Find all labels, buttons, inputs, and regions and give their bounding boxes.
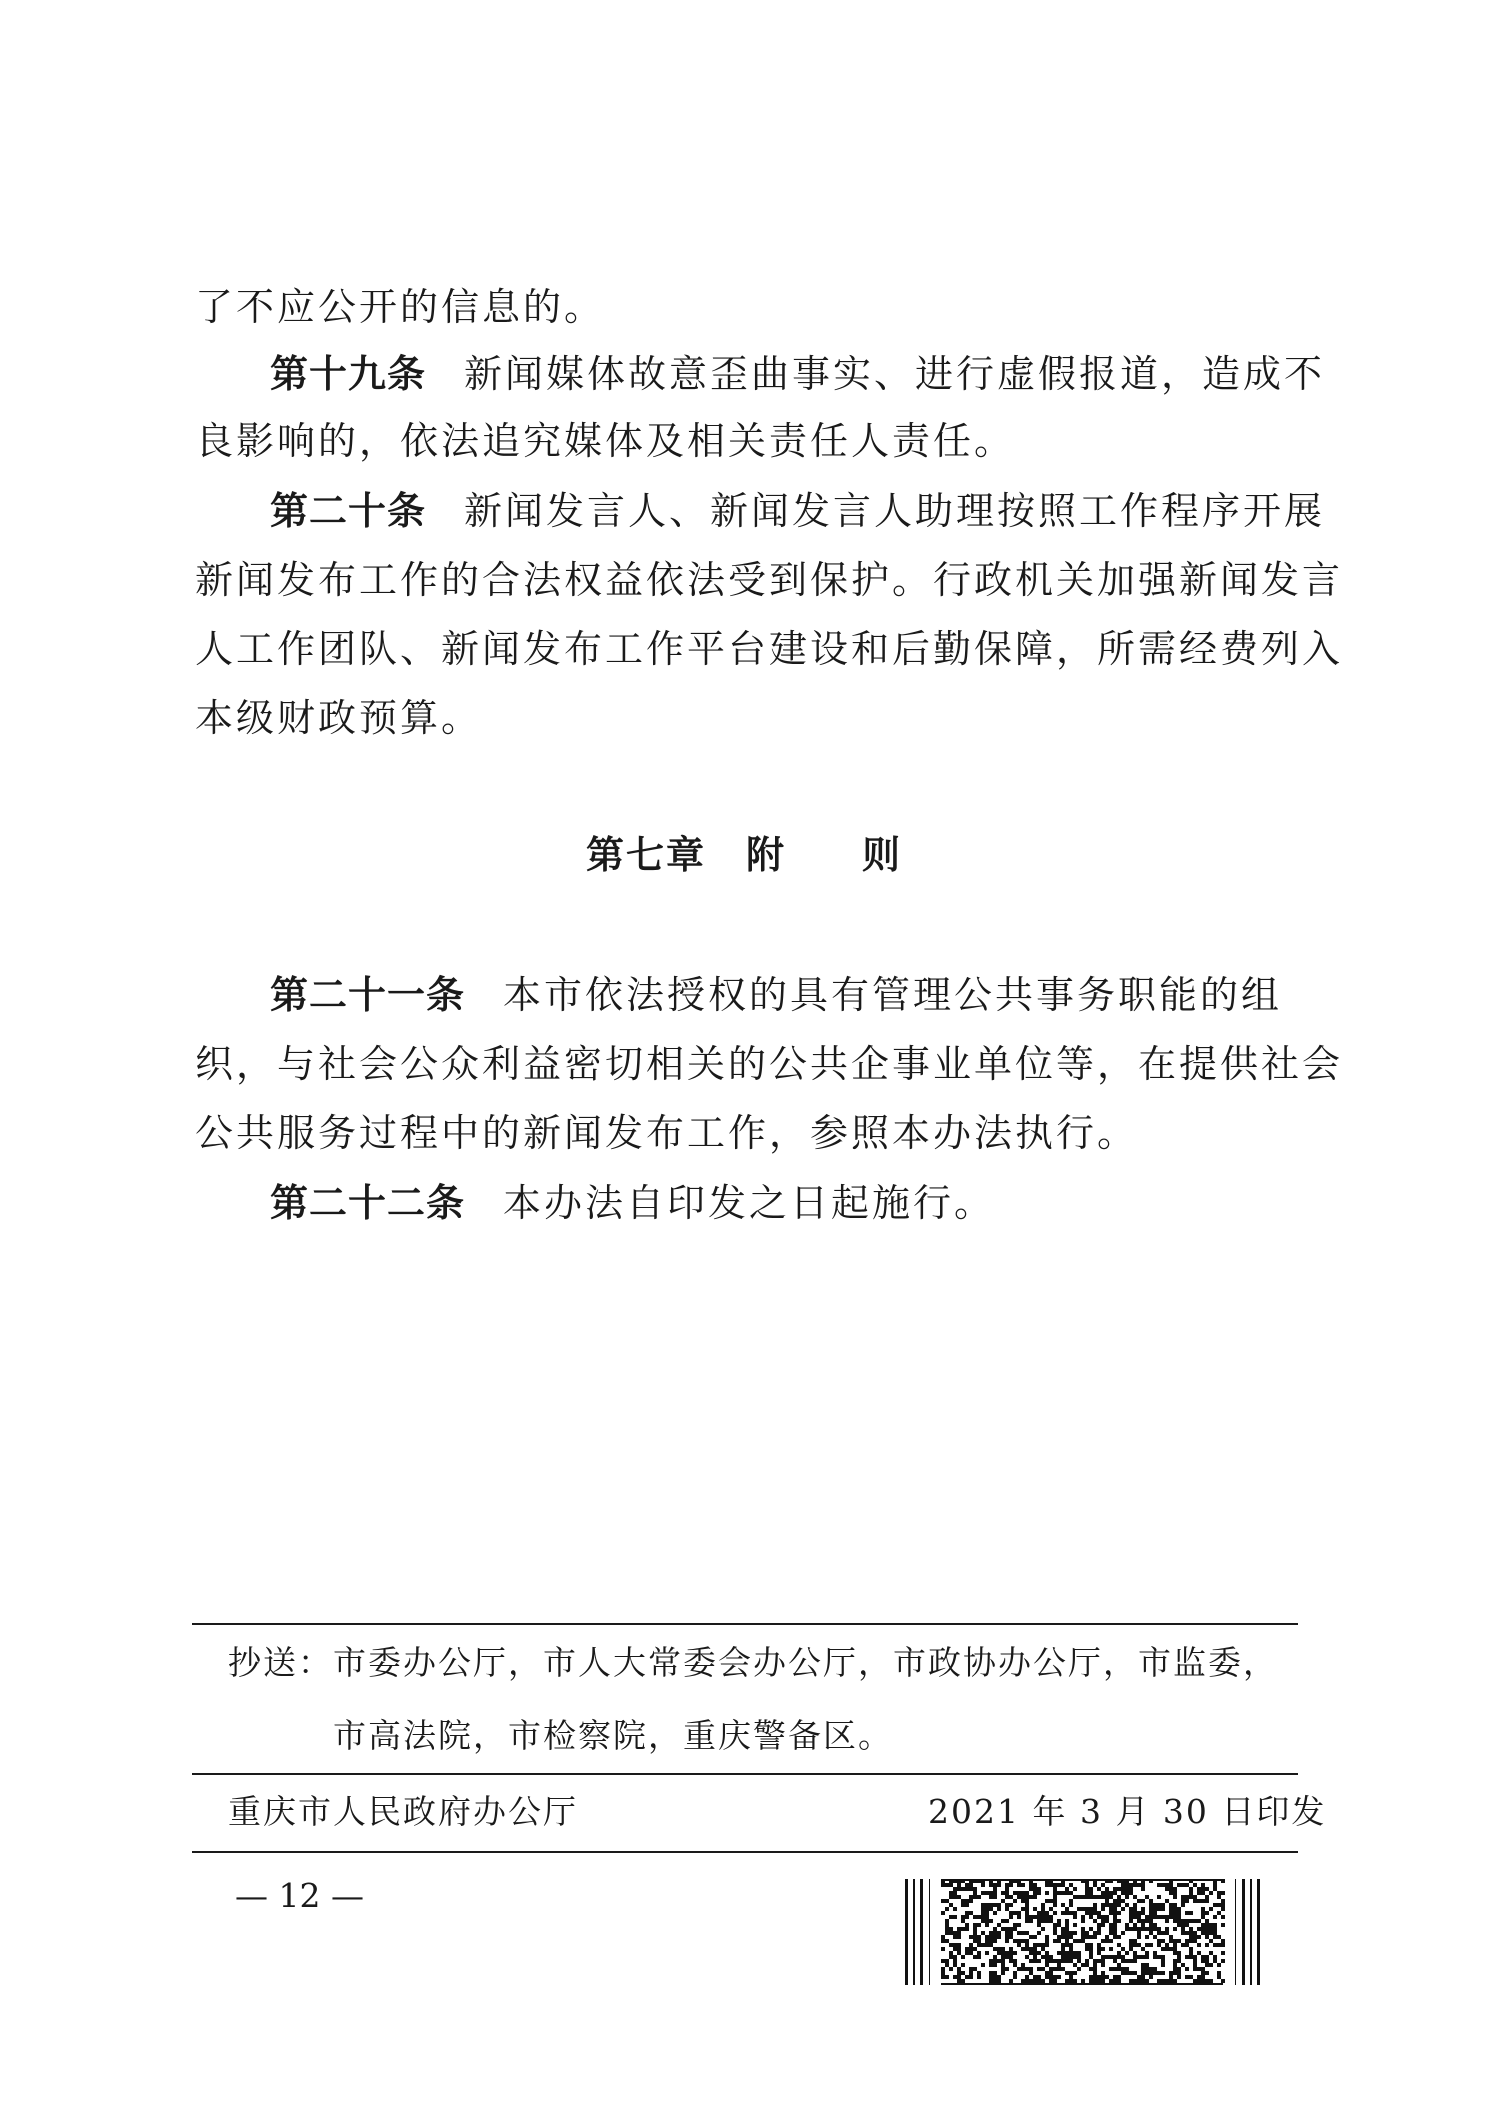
footer-bottom-rule: [192, 1851, 1298, 1853]
article-text: 新闻发布工作的合法权益依法受到保护。行政机关加强新闻发言: [195, 558, 1344, 602]
text-line: [195, 626, 1344, 672]
text-line: [195, 557, 1344, 603]
article-label: 第二十二条: [270, 1181, 466, 1225]
article-21: [270, 972, 1297, 1018]
issuer: 重庆市人民政府办公厅: [228, 1792, 578, 1831]
article-label: 第二十一条: [270, 973, 466, 1017]
footer-middle-rule: [192, 1773, 1298, 1775]
issue-date: 2021 年 3 月 30 日印发: [928, 1792, 1327, 1831]
text-line: [195, 695, 1297, 741]
continuation-text: 了不应公开的信息的。: [195, 285, 606, 329]
article-19: [270, 351, 1326, 397]
chapter-heading: [0, 832, 1488, 878]
article-text: 新闻发言人、新闻发言人助理按照工作程序开展: [464, 489, 1326, 533]
cc-line: 市高法院，市检察院，重庆警备区。: [333, 1716, 893, 1755]
article-text: 公共服务过程中的新闻发布工作，参照本办法执行。: [195, 1111, 1139, 1155]
article-22: [270, 1180, 1297, 1226]
barcode-icon: [905, 1879, 1260, 1985]
article-20: [270, 488, 1326, 534]
text-line: [195, 284, 1297, 330]
chapter-number: 第七章: [585, 833, 706, 877]
page-number: — 12 —: [235, 1876, 364, 1915]
article-text: 本市依法授权的具有管理公共事务职能的组: [503, 973, 1283, 1017]
article-text: 本办法自印发之日起施行。: [503, 1181, 996, 1225]
article-label: 第二十条: [270, 489, 427, 533]
article-text: 本级财政预算。: [195, 696, 483, 740]
article-text: 人工作团队、新闻发布工作平台建设和后勤保障，所需经费列入: [195, 627, 1344, 671]
chapter-title-char: 则: [862, 833, 903, 877]
footer-top-rule: [192, 1623, 1298, 1625]
article-text: 良影响的，依法追究媒体及相关责任人责任。: [195, 419, 1016, 463]
text-line: [195, 1110, 1297, 1156]
article-text: 新闻媒体故意歪曲事实、进行虚假报道，造成不: [464, 352, 1326, 396]
text-line: [195, 1041, 1344, 1087]
article-text: 织，与社会公众利益密切相关的公共企事业单位等，在提供社会: [195, 1042, 1344, 1086]
article-label: 第十九条: [270, 352, 427, 396]
text-line: [195, 418, 1297, 464]
cc-line: 抄送：市委办公厅，市人大常委会办公厅，市政协办公厅，市监委，: [228, 1643, 1278, 1682]
chapter-title-char: 附: [745, 833, 786, 877]
